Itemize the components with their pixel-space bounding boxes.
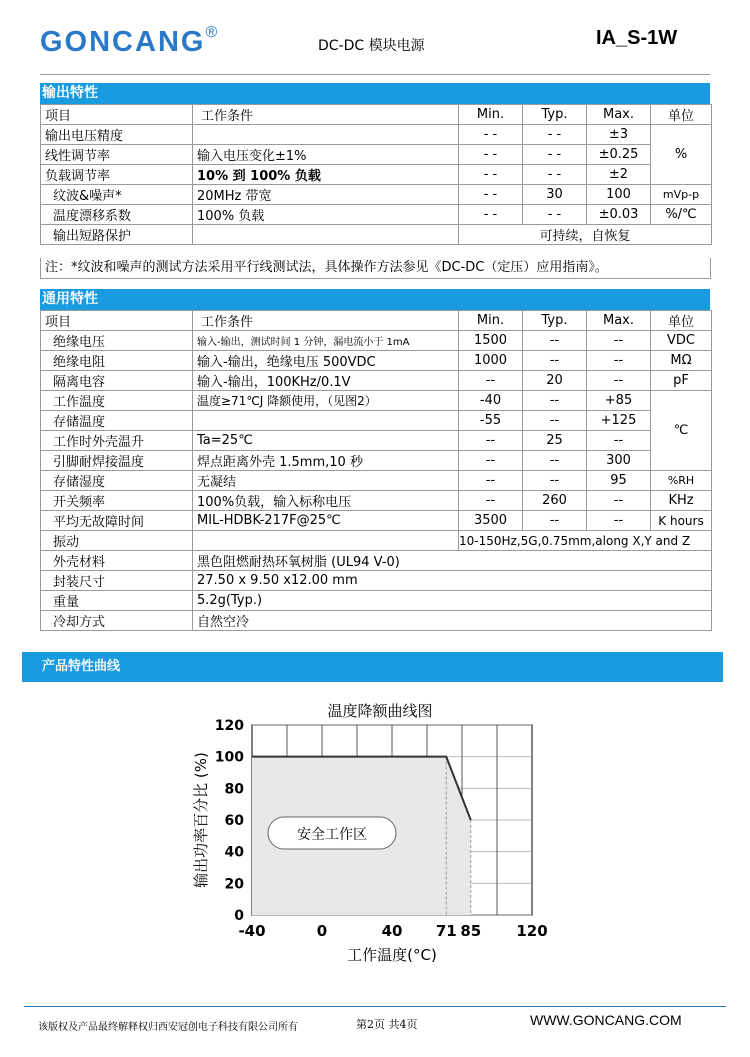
unit-cell: K hours — [651, 511, 712, 531]
max-cell: -- — [587, 491, 651, 511]
typ-cell: 20 — [523, 371, 587, 391]
x-axis-label: 工作温度(°C) — [347, 946, 437, 964]
min-cell: - - — [459, 185, 523, 205]
item-cell: 存储湿度 — [41, 471, 193, 491]
condition-cell: 10% 到 100% 负载 — [193, 165, 459, 185]
condition-cell: 20MHz 带宽 — [193, 185, 459, 205]
item-cell: 纹波&噪声* — [41, 185, 193, 205]
item-cell: 输出电压精度 — [41, 125, 193, 145]
max-cell: ±2 — [587, 165, 651, 185]
header-cell: Min. — [459, 311, 523, 331]
wide-value-cell: 黑色阻燃耐热环氧树脂 (UL94 V-0) — [193, 551, 712, 571]
min-cell: 1500 — [459, 331, 523, 351]
table-row — [41, 531, 712, 551]
unit-cell: mVp-p — [651, 185, 712, 205]
table-header-row — [41, 311, 712, 331]
condition-cell: 温度≥71℃J 降额使用，（见图2） — [193, 391, 459, 411]
item-cell: 绝缘电压 — [41, 331, 193, 351]
x-tick-label: 71 — [435, 922, 457, 940]
condition-cell — [193, 531, 459, 551]
item-cell: 封装尺寸 — [41, 571, 193, 591]
wide-value-cell: 自然空冷 — [193, 611, 712, 631]
product-model: IA_S-1W — [596, 27, 678, 49]
output-note: 注：*纹波和噪声的测试方法采用平行线测试法，具体操作方法参见《DC-DC（定压）应用指南》。 — [40, 258, 711, 279]
y-tick-label: 80 — [224, 781, 244, 798]
condition-cell: 100% 负载 — [193, 205, 459, 225]
header-divider — [40, 74, 710, 75]
header-cell: 工作条件 — [193, 311, 459, 331]
table-row — [41, 611, 712, 631]
page-number: 第2页 共4页 — [356, 1018, 418, 1031]
table-row — [41, 165, 712, 185]
condition-cell: 输入-输出，100KHz/0.1V — [193, 371, 459, 391]
item-cell: 冷却方式 — [41, 611, 193, 631]
span-value-cell: 10-150Hz,5G,0.75mm,along X,Y and Z — [459, 531, 712, 551]
condition-cell: 焊点距离外壳 1.5mm,10 秒 — [193, 451, 459, 471]
item-cell: 输出短路保护 — [41, 225, 193, 245]
min-cell: - - — [459, 125, 523, 145]
table-row — [41, 491, 712, 511]
unit-cell: KHz — [651, 491, 712, 511]
typ-cell: -- — [523, 511, 587, 531]
y-tick-label: 100 — [214, 749, 244, 766]
min-cell: - - — [459, 145, 523, 165]
header-cell: Max. — [587, 105, 651, 125]
min-cell: -- — [459, 431, 523, 451]
unit-cell: pF — [651, 371, 712, 391]
table-row — [41, 225, 712, 245]
condition-cell: 输入电压变化±1% — [193, 145, 459, 165]
unit-cell: ℃ — [651, 391, 712, 471]
item-cell: 外壳材料 — [41, 551, 193, 571]
max-cell: ±0.03 — [587, 205, 651, 225]
typ-cell: -- — [523, 411, 587, 431]
table-row — [41, 571, 712, 591]
table-row — [41, 511, 712, 531]
max-cell: -- — [587, 351, 651, 371]
item-cell: 存储温度 — [41, 411, 193, 431]
typ-cell: - - — [523, 145, 587, 165]
table-row — [41, 185, 712, 205]
header-subtitle: DC-DC 模块电源 — [318, 38, 425, 54]
output-spec-table — [40, 104, 712, 245]
min-cell: -40 — [459, 391, 523, 411]
derating-chart — [170, 690, 550, 980]
x-tick-label: 40 — [381, 922, 403, 940]
y-tick-label: 40 — [224, 844, 244, 861]
annotation-label: 安全工作区 — [297, 827, 367, 843]
y-tick-label: 120 — [214, 718, 244, 734]
header-cell: 工作条件 — [193, 105, 459, 125]
table-row — [41, 391, 712, 411]
typ-cell: -- — [523, 471, 587, 491]
unit-cell: % — [651, 125, 712, 185]
unit-cell: %RH — [651, 471, 712, 491]
condition-cell: Ta=25℃ — [193, 431, 459, 451]
condition-cell: MIL-HDBK-217F@25℃ — [193, 511, 459, 531]
item-cell: 开关频率 — [41, 491, 193, 511]
condition-cell: 无凝结 — [193, 471, 459, 491]
typ-cell: 30 — [523, 185, 587, 205]
condition-cell: 输入-输出，测试时间 1 分钟，漏电流小于 1mA — [193, 331, 459, 351]
item-cell: 线性调节率 — [41, 145, 193, 165]
max-cell: ±3 — [587, 125, 651, 145]
min-cell: 3500 — [459, 511, 523, 531]
item-cell: 绝缘电阻 — [41, 351, 193, 371]
table-row — [41, 451, 712, 471]
item-cell: 引脚耐焊接温度 — [41, 451, 193, 471]
copyright-text: 该版权及产品最终解释权归西安冠创电子科技有限公司所有 — [38, 1022, 298, 1033]
unit-cell: VDC — [651, 331, 712, 351]
x-tick-label: -40 — [238, 922, 266, 940]
min-cell: -- — [459, 491, 523, 511]
x-axis-ticks — [238, 922, 547, 940]
condition-cell: 100%负载，输入标称电压 — [193, 491, 459, 511]
table-row — [41, 371, 712, 391]
item-cell: 重量 — [41, 591, 193, 611]
item-cell: 工作温度 — [41, 391, 193, 411]
typ-cell: - - — [523, 165, 587, 185]
max-cell: +85 — [587, 391, 651, 411]
table-row — [41, 591, 712, 611]
condition-cell — [193, 411, 459, 431]
table-row — [41, 411, 712, 431]
wide-value-cell: 27.50 x 9.50 x12.00 mm — [193, 571, 712, 591]
max-cell: 300 — [587, 451, 651, 471]
header-cell: 项目 — [41, 105, 193, 125]
table-row — [41, 125, 712, 145]
unit-cell: MΩ — [651, 351, 712, 371]
y-tick-label: 20 — [224, 876, 244, 893]
max-cell: +125 — [587, 411, 651, 431]
max-cell: -- — [587, 431, 651, 451]
y-tick-label: 0 — [234, 908, 244, 924]
unit-cell: %/℃ — [651, 205, 712, 225]
y-tick-label: 60 — [224, 813, 244, 829]
table-row — [41, 205, 712, 225]
typ-cell: - - — [523, 205, 587, 225]
min-cell: 1000 — [459, 351, 523, 371]
header-cell: Typ. — [523, 311, 587, 331]
item-cell: 平均无故障时间 — [41, 511, 193, 531]
general-spec-table — [40, 310, 712, 631]
max-cell: ±0.25 — [587, 145, 651, 165]
max-cell: -- — [587, 371, 651, 391]
header-cell: 项目 — [41, 311, 193, 331]
x-tick-label: 120 — [516, 922, 548, 940]
y-axis-label: 输出功率百分比 (%) — [192, 752, 210, 888]
condition-cell — [193, 125, 459, 145]
typ-cell: -- — [523, 391, 587, 411]
max-cell: -- — [587, 511, 651, 531]
span-value-cell: 可持续，自恢复 — [459, 225, 712, 245]
header-cell: 单位 — [651, 105, 712, 125]
general-section-title: 通用特性 — [40, 289, 710, 310]
website-link[interactable]: WWW.GONCANG.COM — [530, 1012, 682, 1028]
item-cell: 温度漂移系数 — [41, 205, 193, 225]
min-cell: -- — [459, 371, 523, 391]
min-cell: - - — [459, 165, 523, 185]
registered-mark: ® — [205, 24, 220, 41]
header-cell: Typ. — [523, 105, 587, 125]
min-cell: -- — [459, 451, 523, 471]
max-cell: 100 — [587, 185, 651, 205]
table-header-row — [41, 105, 712, 125]
table-row — [41, 331, 712, 351]
item-cell: 负载调节率 — [41, 165, 193, 185]
item-cell: 振动 — [41, 531, 193, 551]
table-row — [41, 431, 712, 451]
table-row — [41, 351, 712, 371]
output-section-title: 输出特性 — [40, 83, 710, 104]
curve-section-title: 产品特性曲线 — [22, 652, 723, 682]
item-cell: 工作时外壳温升 — [41, 431, 193, 451]
condition-cell: 输入-输出，绝缘电压 500VDC — [193, 351, 459, 371]
typ-cell: -- — [523, 451, 587, 471]
typ-cell: -- — [523, 331, 587, 351]
table-row — [41, 471, 712, 491]
chart-title: 温度降额曲线图 — [327, 702, 433, 720]
min-cell: -- — [459, 471, 523, 491]
header-cell: Min. — [459, 105, 523, 125]
typ-cell: - - — [523, 125, 587, 145]
item-cell: 隔离电容 — [41, 371, 193, 391]
footer-divider — [24, 1006, 726, 1007]
table-row — [41, 551, 712, 571]
brand-logo: GONCANG® — [40, 24, 220, 58]
max-cell: -- — [587, 331, 651, 351]
min-cell: -55 — [459, 411, 523, 431]
min-cell: - - — [459, 205, 523, 225]
header-cell: Max. — [587, 311, 651, 331]
x-tick-label: 85 — [460, 922, 482, 940]
table-row — [41, 145, 712, 165]
typ-cell: 25 — [523, 431, 587, 451]
wide-value-cell: 5.2g(Typ.) — [193, 591, 712, 611]
typ-cell: 260 — [523, 491, 587, 511]
max-cell: 95 — [587, 471, 651, 491]
header-cell: 单位 — [651, 311, 712, 331]
x-tick-label: 0 — [316, 922, 328, 940]
typ-cell: -- — [523, 351, 587, 371]
y-axis-ticks — [215, 718, 244, 924]
